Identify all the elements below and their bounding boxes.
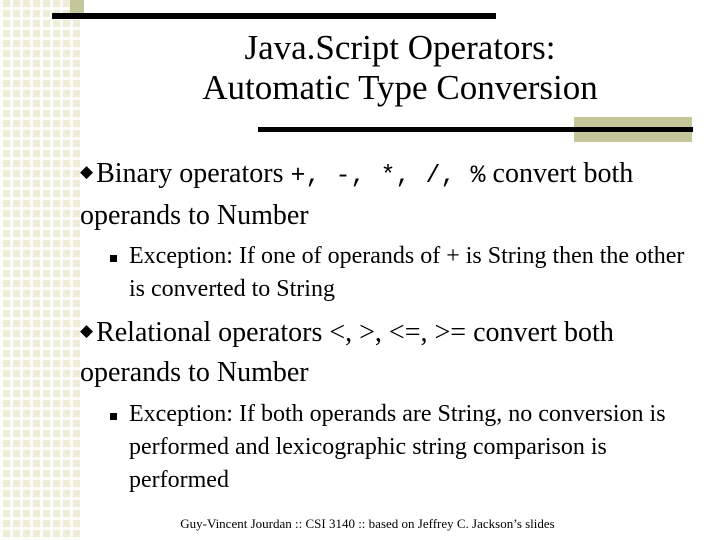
bullet-relational-operators [80, 311, 680, 393]
title-line-1: Java.Script Operators: [244, 28, 556, 67]
diamond-bullet-icon: ◆ [80, 321, 94, 340]
diamond-bullet-icon: ◆ [80, 162, 94, 181]
sub-bullet-string-exception: Exception: If both operands are String, no conversion is performed and lexicographic string comparison is performed [129, 401, 666, 493]
slide-title [100, 28, 700, 108]
title-bottom-rule [258, 127, 693, 132]
square-bullet-icon [110, 255, 117, 262]
decorative-olive-block-top [70, 0, 84, 13]
title-line-2: Automatic Type Conversion [202, 68, 598, 107]
bullet-text-before: Binary operators [96, 158, 291, 189]
decorative-grid-pattern [0, 0, 80, 540]
bullet-text: Relational operators <, >, <=, >= convert both operands to Number [80, 317, 614, 388]
bullet-text-after: convert both operands to Number [80, 158, 634, 231]
square-bullet-icon [110, 413, 117, 420]
binary-operator-list: +, -, *, /, % [290, 161, 486, 190]
sub-bullet-plus-exception: Exception: If one of operands of + is String then the other is converted to String [129, 243, 685, 302]
slide-footer: Guy-Vincent Jourdan :: CSI 3140 :: based on Jeffrey C. Jackson’s slides [180, 516, 555, 531]
bullet-binary-operators [80, 152, 680, 236]
title-top-rule [52, 13, 496, 19]
